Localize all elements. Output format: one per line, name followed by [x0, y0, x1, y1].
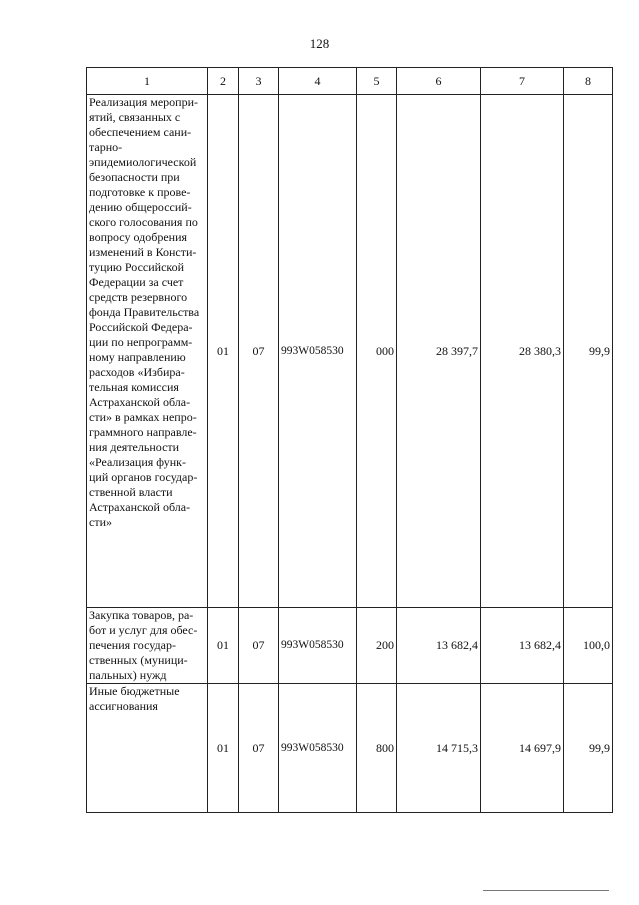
section-cell: 01 — [208, 608, 239, 684]
target-code-cell: 993W058530 — [279, 95, 357, 608]
description-line: средств резервного — [89, 290, 188, 304]
amount-plan-cell: 14 715,3 — [397, 684, 481, 813]
description-line: ному направлению — [89, 350, 186, 364]
description-line: туцию Российской — [89, 260, 185, 274]
description-line: ассигнования — [89, 699, 158, 713]
column-header: 8 — [564, 68, 613, 95]
column-header: 2 — [208, 68, 239, 95]
description-line: «Реализация функ- — [89, 455, 186, 469]
description-line: обеспечением сани- — [89, 125, 192, 139]
table-row — [87, 608, 613, 684]
section-cell: 01 — [208, 95, 239, 608]
budget-table — [86, 67, 613, 813]
description-line: вопросу одобрения — [89, 230, 188, 244]
description-line: ций органов государ- — [89, 470, 198, 484]
expense-type-cell: 800 — [357, 684, 397, 813]
description-line: ции по непрограмм- — [89, 335, 193, 349]
column-header: 1 — [87, 68, 208, 95]
description-line: эпидемиологической — [89, 155, 197, 169]
description-cell — [87, 95, 208, 608]
column-header: 3 — [239, 68, 279, 95]
column-header: 6 — [397, 68, 481, 95]
table-row — [87, 95, 613, 608]
description-line: пальных) нужд — [89, 668, 167, 682]
description-line: Астраханской обла- — [89, 395, 191, 409]
header-row — [87, 68, 613, 95]
description-line: ственной власти — [89, 485, 173, 499]
description-line: ния деятельности — [89, 440, 180, 454]
column-header: 4 — [279, 68, 357, 95]
description-line: фонда Правительства — [89, 305, 200, 319]
amount-actual-cell: 13 682,4 — [481, 608, 564, 684]
amount-actual-cell: 14 697,9 — [481, 684, 564, 813]
description-line: Российской Федера- — [89, 320, 193, 334]
description-cell — [87, 608, 208, 684]
description-line: печения государ- — [89, 638, 176, 652]
description-line: бот и услуг для обес- — [89, 623, 198, 637]
description-line: тельная комиссия — [89, 380, 179, 394]
expense-type-cell: 000 — [357, 95, 397, 608]
description-line: безопасности при — [89, 170, 180, 184]
description-line: Федерации за счет — [89, 275, 184, 289]
description-line: подготовке к прове- — [89, 185, 191, 199]
amount-plan-cell: 13 682,4 — [397, 608, 481, 684]
description-line: Реализация меропри- — [89, 95, 199, 109]
description-line: Астраханской обла- — [89, 500, 191, 514]
description-line: ятий, связанных с — [89, 110, 181, 124]
description-line: Закупка товаров, ра- — [89, 608, 194, 622]
expense-type-cell: 200 — [357, 608, 397, 684]
description-line: сти» в рамках непро- — [89, 410, 197, 424]
percent-cell: 99,9 — [564, 684, 613, 813]
description-line: Иные бюджетные — [89, 684, 180, 698]
subsection-cell: 07 — [239, 95, 279, 608]
description-line: ственных (муници- — [89, 653, 188, 667]
page-number: 128 — [309, 36, 330, 51]
percent-cell: 99,9 — [564, 95, 613, 608]
description-cell — [87, 684, 208, 813]
description-line: ского голосования по — [89, 215, 198, 229]
amount-plan-cell: 28 397,7 — [397, 95, 481, 608]
description-line: расходов «Избира- — [89, 365, 185, 379]
description-line: дению общероссий- — [89, 200, 192, 214]
section-cell: 01 — [208, 684, 239, 813]
column-header: 5 — [357, 68, 397, 95]
amount-actual-cell: 28 380,3 — [481, 95, 564, 608]
description-line: изменений в Консти- — [89, 245, 197, 259]
percent-cell: 100,0 — [564, 608, 613, 684]
subsection-cell: 07 — [239, 684, 279, 813]
table-row — [87, 684, 613, 813]
column-header: 7 — [481, 68, 564, 95]
footer-rule — [483, 890, 609, 891]
description-line: тарно- — [89, 140, 123, 154]
description-line: граммного направле- — [89, 425, 197, 439]
description-line: сти» — [89, 515, 112, 529]
target-code-cell: 993W058530 — [279, 608, 357, 684]
subsection-cell: 07 — [239, 608, 279, 684]
target-code-cell: 993W058530 — [279, 684, 357, 813]
